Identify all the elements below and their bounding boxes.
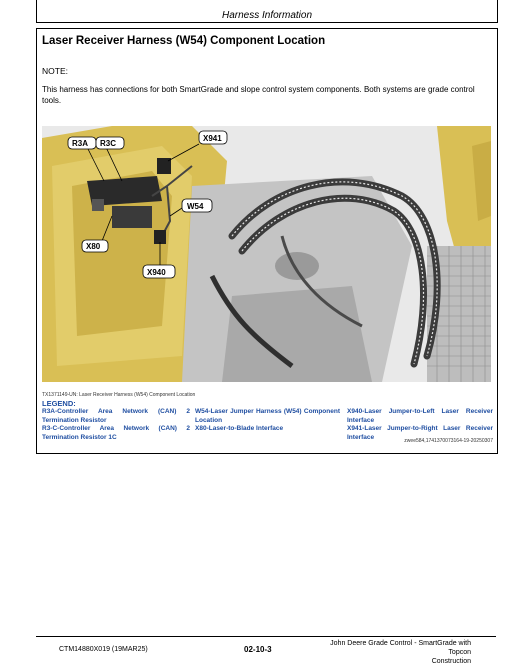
component-location-figure	[42, 126, 491, 382]
legend-item-x80: X80-Laser-to-Blade Interface	[195, 425, 284, 432]
legend-item-x940: X940-Laser Jumper-to-Left Laser Receiver Interface	[347, 408, 493, 424]
legend-item-r3c: R3-C-Controller Area Network (CAN) 2 Termination Resistor 1C	[42, 425, 190, 441]
note-label: NOTE:	[42, 66, 68, 76]
content-frame	[36, 28, 498, 454]
footer-product	[310, 639, 471, 666]
footer-page-number: 02-10-3	[244, 645, 272, 654]
section-title: Laser Receiver Harness (W54) Component Location	[42, 35, 326, 47]
note-text: This harness has connections for both SmartGrade and slope control system components. Both systems are grade control tools.	[42, 85, 475, 105]
callout-r3a: R3A	[72, 139, 89, 148]
footer-product-line1: John Deere Grade Control - SmartGrade with Topcon	[330, 640, 471, 656]
callout-x941: X941	[203, 134, 222, 143]
header-title: Harness Information	[221, 10, 313, 21]
legend-item-r3a: R3A-Controller Area Network (CAN) 2 Termination Resistor	[42, 408, 190, 424]
callout-x80: X80	[86, 242, 101, 251]
legend-item-x941: X941-Laser Jumper-to-Right Laser Receiver Interface	[347, 425, 493, 441]
callout-x940: X940	[147, 268, 166, 277]
footer-doc-id: CTM14880X019 (19MAR25)	[59, 646, 148, 653]
callout-r3c: R3C	[100, 139, 117, 148]
footer-product-line2: Construction	[431, 658, 471, 665]
machine-illustration	[42, 126, 491, 382]
callout-w54: W54	[187, 202, 204, 211]
figure-caption: TX1371149-UN: Laser Receiver Harness (W54) Component Location	[42, 392, 196, 398]
footer-rule	[36, 636, 496, 637]
legend-title: LEGEND:	[42, 399, 76, 408]
figure-code: zwee584,1741370073164-19-20250307	[404, 438, 493, 444]
header-frame	[36, 0, 498, 23]
legend-item-w54: W54-Laser Jumper Harness (W54) Component Location	[195, 408, 340, 424]
